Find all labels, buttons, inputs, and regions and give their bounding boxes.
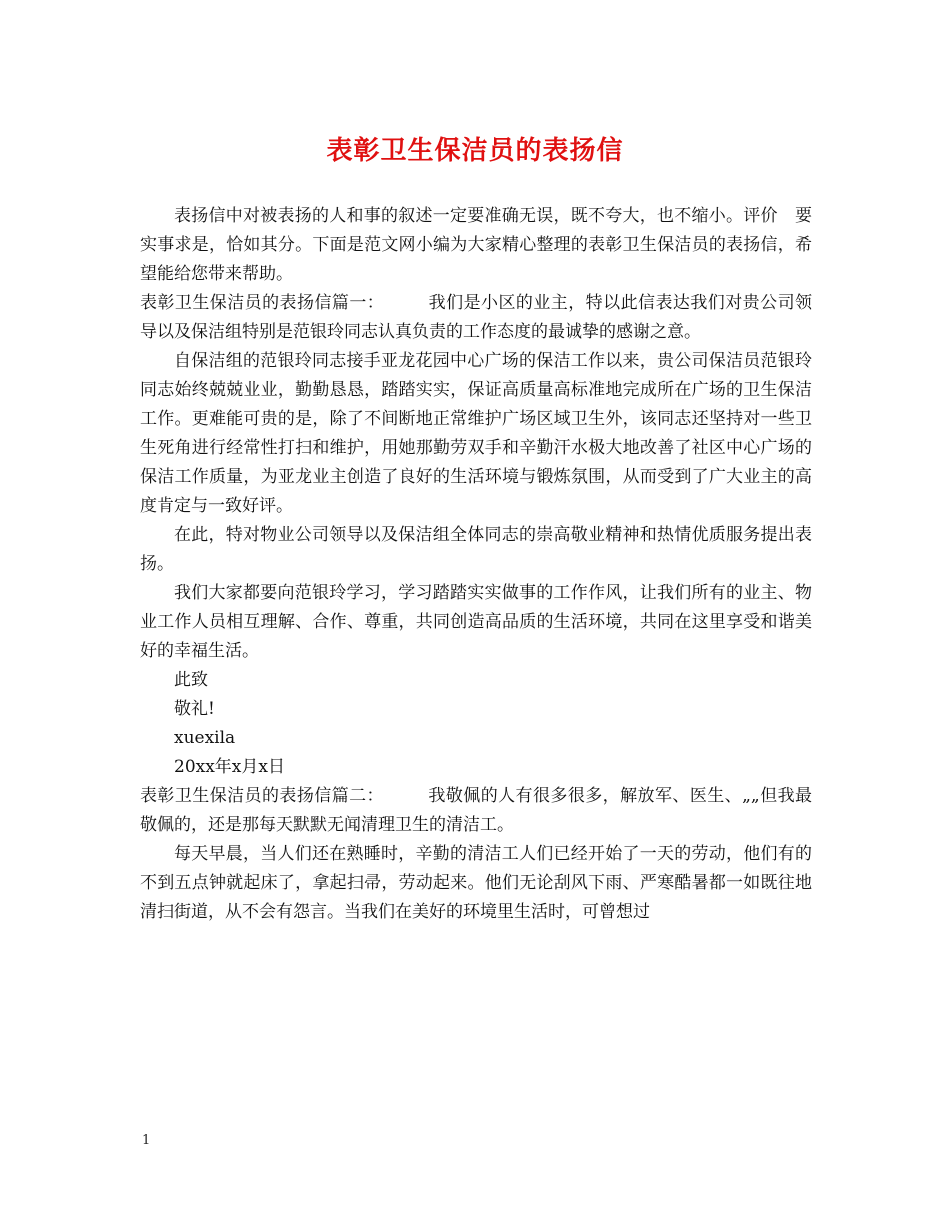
page-number: 1: [142, 1133, 151, 1148]
signature: xuexila: [174, 728, 236, 748]
intro-paragraph: 表扬信中对被表扬的人和事的叙述一定要准确无误，既不夸大，也不缩小。评价 要实事求是，恰如其分。下面是范文网小编为大家精心整理的表彰卫生保洁员的表扬信，希望能给您带来帮助。: [140, 206, 812, 284]
body-paragraph-3: 我们大家都要向范银玲学习，学习踏踏实实做事的工作作风，让我们所有的业主、物业工作人员相互理解、合作、尊重，共同创造高品质的生活环境，共同在这里享受和谐美好的幸福生活。: [140, 583, 812, 661]
part1-heading: 表彰卫生保洁员的表扬信篇一：: [140, 293, 385, 313]
part2-text: 我敬佩的人有很多很多，解放军、医生、„„但我最敬佩的，还是那每天默默无闻清理卫生的清洁工。: [140, 786, 812, 835]
part1-text: 我们是小区的业主，特以此信表达我们对贵公司领导以及保洁组特别是范银玲同志认真负责的工作态度的最诚挚的感谢之意。: [140, 293, 813, 342]
body-paragraph-1: 自保洁组的范银玲同志接手亚龙花园中心广场的保洁工作以来，贵公司保洁员范银玲同志始终兢兢业业，勤勤恳恳，踏踏实实，保证高质量高标准地完成所在广场的卫生保洁工作。更难能可贵的是，除了不间断地正常维护广场区域卫生外，该同志还坚持对一些卫生死角进行经常性打扫和维护，用她那勤劳双手和辛勤汗水极大地改善了社区中心广场的保洁工作质量，为亚龙业主创造了良好的生活环境与锻炼氛围，从而受到了广大业主的高度肯定与一致好评。: [140, 351, 812, 516]
document-title: 表彰卫生保洁员的表扬信: [326, 136, 624, 166]
part2-paragraph: [140, 782, 812, 840]
part1-paragraph: [140, 289, 812, 347]
part2-heading: 表彰卫生保洁员的表扬信篇二：: [140, 786, 384, 806]
date: 20xx年x月x日: [174, 757, 285, 777]
closing-line-2: 敬礼!: [174, 699, 215, 719]
body-paragraph-4: 每天早晨，当人们还在熟睡时，辛勤的清洁工人们已经开始了一天的劳动，他们有的不到五点钟就起床了，拿起扫帚，劳动起来。他们无论刮风下雨、严寒酷暑都一如既往地清扫街道，从不会有怨言。当我们在美好的环境里生活时，可曾想过: [140, 844, 812, 922]
document-body: [140, 202, 812, 927]
closing-line-1: 此致: [174, 670, 208, 690]
body-paragraph-2: 在此，特对物业公司领导以及保洁组全体同志的崇高敬业精神和热情优质服务提出表扬。: [140, 525, 812, 574]
